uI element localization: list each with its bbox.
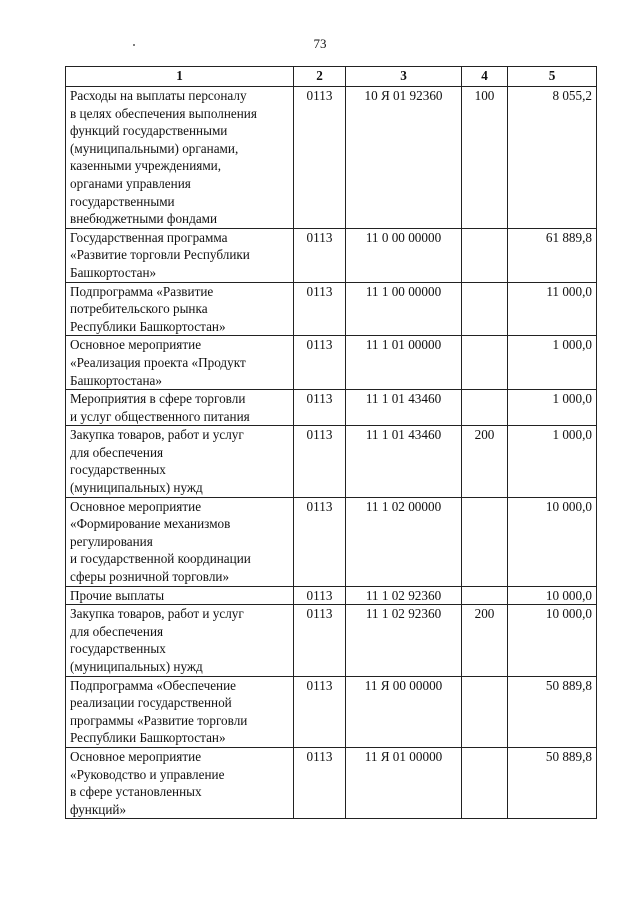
table-row bbox=[66, 282, 597, 336]
table-row bbox=[66, 747, 597, 818]
row-type bbox=[462, 390, 508, 426]
row-target: 11 1 02 92360 bbox=[346, 605, 462, 676]
scan-speck bbox=[133, 44, 135, 46]
row-amount: 1 000,0 bbox=[508, 426, 597, 497]
row-code: 0113 bbox=[294, 336, 346, 390]
table-row bbox=[66, 676, 597, 747]
row-name: Прочие выплаты bbox=[70, 587, 165, 603]
row-name-cell bbox=[66, 336, 294, 390]
table-row bbox=[66, 586, 597, 605]
row-name-cell bbox=[66, 747, 294, 818]
row-name-cell bbox=[66, 605, 294, 676]
row-target: 11 0 00 00000 bbox=[346, 228, 462, 282]
header-col-5: 5 bbox=[508, 67, 597, 87]
header-col-1: 1 bbox=[66, 67, 294, 87]
row-code: 0113 bbox=[294, 497, 346, 586]
row-type bbox=[462, 747, 508, 818]
row-name: Расходы на выплаты персоналу в целях обеспечения выполнения функций государственными (муниципальными) органами, казенными учреждениями, органами управления государственными внебюджетными фондами bbox=[70, 88, 257, 227]
row-name-cell bbox=[66, 390, 294, 426]
table-row bbox=[66, 497, 597, 586]
row-amount: 50 889,8 bbox=[508, 676, 597, 747]
table-header bbox=[66, 67, 597, 87]
row-target: 11 1 02 92360 bbox=[346, 586, 462, 605]
row-name: Закупка товаров, работ и услуг для обеспечения государственных (муниципальных) нужд bbox=[70, 427, 244, 496]
row-target: 11 1 00 00000 bbox=[346, 282, 462, 336]
row-type bbox=[462, 282, 508, 336]
row-code: 0113 bbox=[294, 390, 346, 426]
row-target: 10 Я 01 92360 bbox=[346, 87, 462, 229]
row-target: 11 1 01 43460 bbox=[346, 426, 462, 497]
row-code: 0113 bbox=[294, 676, 346, 747]
row-name-cell bbox=[66, 282, 294, 336]
row-name-cell bbox=[66, 87, 294, 229]
header-row bbox=[66, 67, 597, 87]
row-amount: 11 000,0 bbox=[508, 282, 597, 336]
row-name: Подпрограмма «Обеспечение реализации государственной программы «Развитие торговли Республики Башкортостан» bbox=[70, 677, 248, 746]
row-type bbox=[462, 676, 508, 747]
row-name: Закупка товаров, работ и услуг для обеспечения государственных (муниципальных) нужд bbox=[70, 606, 244, 674]
row-amount: 50 889,8 bbox=[508, 747, 597, 818]
page-number: 73 bbox=[313, 36, 327, 51]
table-row bbox=[66, 390, 597, 426]
row-amount: 10 000,0 bbox=[508, 605, 597, 676]
row-code: 0113 bbox=[294, 605, 346, 676]
row-target: 11 Я 00 00000 bbox=[346, 676, 462, 747]
table-row bbox=[66, 87, 597, 229]
table-row bbox=[66, 336, 597, 390]
row-type: 200 bbox=[462, 426, 508, 497]
budget-table bbox=[65, 66, 597, 819]
row-amount: 8 055,2 bbox=[508, 87, 597, 229]
row-name-cell bbox=[66, 497, 294, 586]
row-name: Государственная программа «Развитие торговли Республики Башкортостан» bbox=[70, 229, 250, 280]
table-row bbox=[66, 605, 597, 676]
header-col-4: 4 bbox=[462, 67, 508, 87]
row-type bbox=[462, 336, 508, 390]
row-amount: 1 000,0 bbox=[508, 336, 597, 390]
row-name: Основное мероприятие «Формирование механизмов регулирования и государственной координации сферы розничной торговли» bbox=[70, 498, 251, 585]
row-amount: 1 000,0 bbox=[508, 390, 597, 426]
row-target: 11 1 02 00000 bbox=[346, 497, 462, 586]
row-name-cell bbox=[66, 426, 294, 497]
row-code: 0113 bbox=[294, 586, 346, 605]
row-name: Подпрограмма «Развитие потребительского рынка Республики Башкортостан» bbox=[70, 283, 226, 334]
row-target: 11 1 01 43460 bbox=[346, 390, 462, 426]
row-amount: 10 000,0 bbox=[508, 586, 597, 605]
row-code: 0113 bbox=[294, 87, 346, 229]
row-code: 0113 bbox=[294, 426, 346, 497]
table-row bbox=[66, 228, 597, 282]
header-col-2: 2 bbox=[294, 67, 346, 87]
row-amount: 10 000,0 bbox=[508, 497, 597, 586]
row-name: Мероприятия в сфере торговли и услуг общественного питания bbox=[70, 391, 250, 424]
row-type: 200 bbox=[462, 605, 508, 676]
row-target: 11 1 01 00000 bbox=[346, 336, 462, 390]
row-target: 11 Я 01 00000 bbox=[346, 747, 462, 818]
row-code: 0113 bbox=[294, 747, 346, 818]
table-body bbox=[66, 87, 597, 819]
row-name-cell bbox=[66, 676, 294, 747]
row-type bbox=[462, 586, 508, 605]
row-code: 0113 bbox=[294, 228, 346, 282]
row-type: 100 bbox=[462, 87, 508, 229]
row-amount: 61 889,8 bbox=[508, 228, 597, 282]
header-col-3: 3 bbox=[346, 67, 462, 87]
row-name: Основное мероприятие «Руководство и управление в сфере установленных функций» bbox=[70, 748, 225, 817]
row-type bbox=[462, 228, 508, 282]
row-name-cell bbox=[66, 228, 294, 282]
table-row bbox=[66, 426, 597, 497]
row-code: 0113 bbox=[294, 282, 346, 336]
row-type bbox=[462, 497, 508, 586]
row-name-cell bbox=[66, 586, 294, 605]
row-name: Основное мероприятие «Реализация проекта «Продукт Башкортостана» bbox=[70, 337, 246, 388]
